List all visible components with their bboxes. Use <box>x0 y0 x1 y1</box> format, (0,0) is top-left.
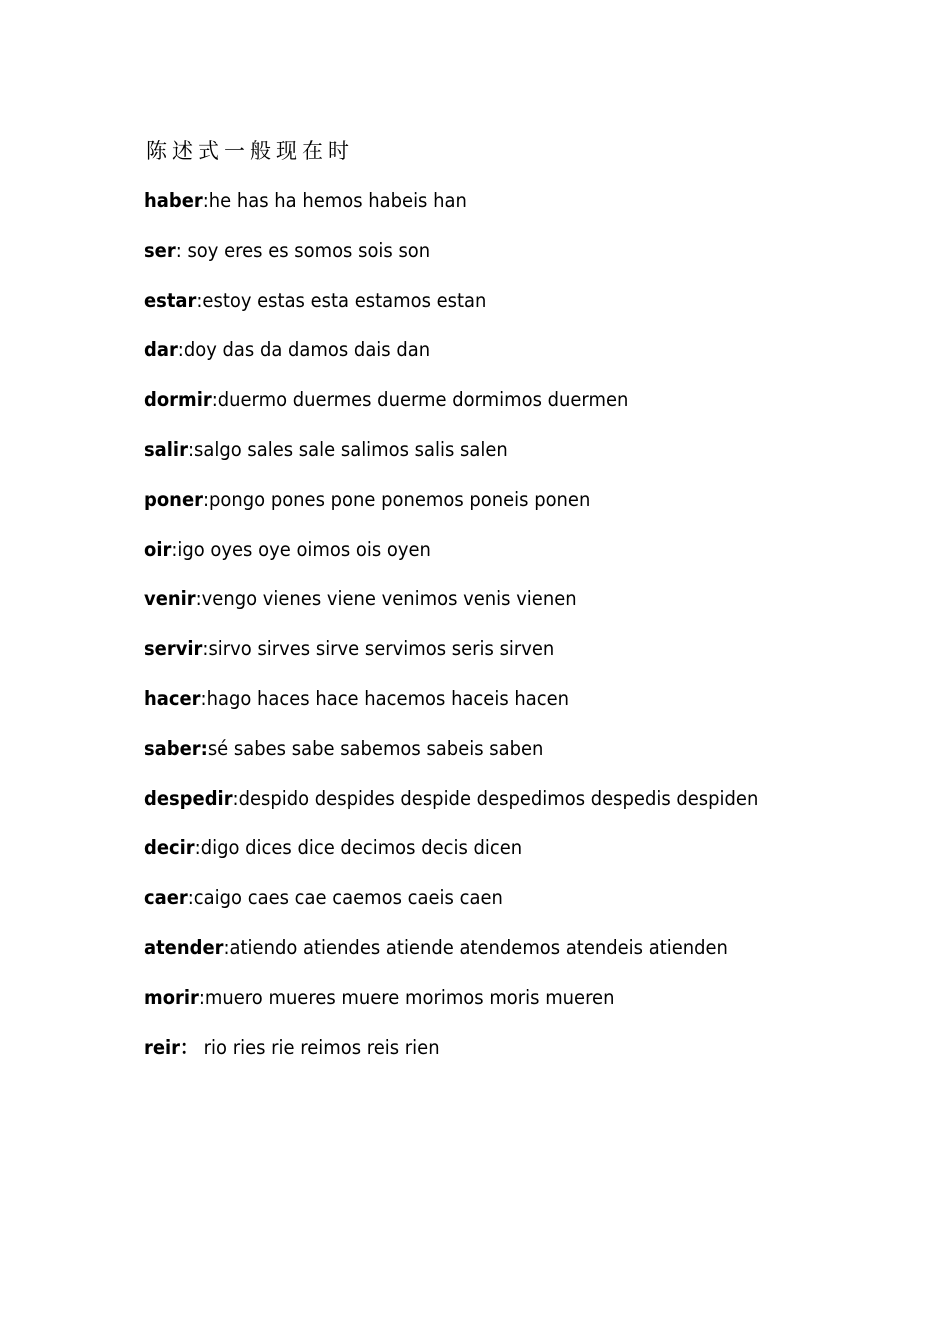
verb-infinitive: morir <box>144 985 199 1009</box>
verb-infinitive: salir <box>144 437 188 461</box>
verb-infinitive: servir <box>144 637 203 661</box>
verb-row <box>144 784 758 834</box>
verb-row <box>144 933 758 983</box>
verb-forms: muero mueres muere morimos moris mueren <box>204 985 615 1009</box>
verb-separator: : <box>202 637 209 661</box>
verb-row <box>144 385 758 435</box>
verb-separator: : <box>195 587 202 611</box>
verb-separator: : <box>196 288 203 312</box>
verb-infinitive: hacer <box>144 686 201 710</box>
verb-separator: : <box>202 487 210 511</box>
verb-separator: : <box>177 338 184 362</box>
verb-forms: hago haces hace hacemos haceis hacen <box>206 686 570 710</box>
verb-forms: atiendo atiendes atiende atendemos atendeis atienden <box>229 935 728 959</box>
verb-row <box>144 833 758 883</box>
verb-forms: rio ries rie reimos reis rien <box>197 1035 440 1059</box>
verb-separator: : <box>232 786 239 810</box>
verb-row <box>144 1033 758 1083</box>
verb-infinitive: caer <box>144 886 188 910</box>
verb-infinitive: dormir <box>144 388 212 412</box>
verb-row <box>144 335 758 385</box>
verb-infinitive: ser <box>144 238 176 262</box>
verb-separator: : <box>175 238 182 262</box>
verb-infinitive: despedir <box>144 786 233 810</box>
verb-row <box>144 286 758 336</box>
verb-separator: : <box>211 388 218 412</box>
verb-row <box>144 983 758 1033</box>
verb-forms: estoy estas esta estamos estan <box>202 288 487 312</box>
verb-forms: digo dices dice decimos decis dicen <box>200 836 523 860</box>
verb-forms: sirvo sirves sirve servimos seris sirven <box>208 637 555 661</box>
verb-separator: : <box>200 686 207 710</box>
verb-row <box>144 186 758 236</box>
verb-row <box>144 236 758 286</box>
verb-separator: : <box>223 935 230 959</box>
verb-row <box>144 734 758 784</box>
verb-forms: he has ha hemos habeis han <box>208 189 467 212</box>
verb-row <box>144 584 758 634</box>
verb-forms: vengo vienes viene venimos venis vienen <box>201 587 577 611</box>
verb-infinitive: atender <box>144 935 224 959</box>
verb-infinitive: dar <box>144 338 178 362</box>
verb-row <box>144 634 758 684</box>
verb-forms: sé sabes sabe sabemos sabeis saben <box>207 736 544 760</box>
verb-forms: salgo sales sale salimos salis salen <box>193 437 508 461</box>
verb-infinitive: venir <box>144 587 196 611</box>
verb-infinitive: decir <box>144 836 195 860</box>
verb-forms: pongo pones pone ponemos poneis ponen <box>209 487 591 511</box>
verb-separator: : <box>171 537 178 561</box>
verb-forms: doy das da damos dais dan <box>183 338 431 362</box>
verb-forms: despido despides despide despedimos despedis despiden <box>238 786 759 810</box>
verb-infinitive: saber: <box>144 736 208 760</box>
verb-separator: : <box>187 437 194 461</box>
verb-row <box>144 883 758 933</box>
verb-separator: : <box>202 189 209 212</box>
verb-row <box>144 684 758 734</box>
verb-forms: soy eres es somos sois son <box>181 238 431 262</box>
verb-conjugation-list <box>144 186 812 1082</box>
verb-infinitive: estar <box>144 288 197 312</box>
verb-row <box>144 435 758 485</box>
verb-infinitive: reir： <box>144 1035 198 1059</box>
page-heading: 陈述式一般现在时 <box>146 139 354 163</box>
verb-infinitive: poner <box>144 487 203 511</box>
verb-separator: : <box>198 985 205 1009</box>
verb-separator: : <box>194 836 201 860</box>
verb-row <box>144 535 758 585</box>
verb-infinitive: oir <box>144 537 172 561</box>
verb-infinitive: haber <box>144 189 203 212</box>
verb-separator: : <box>187 886 194 910</box>
verb-forms: caigo caes cae caemos caeis caen <box>193 886 503 910</box>
verb-forms: igo oyes oye oimos ois oyen <box>177 537 431 561</box>
verb-forms: duermo duermes duerme dormimos duermen <box>217 388 629 412</box>
verb-row <box>144 485 758 535</box>
